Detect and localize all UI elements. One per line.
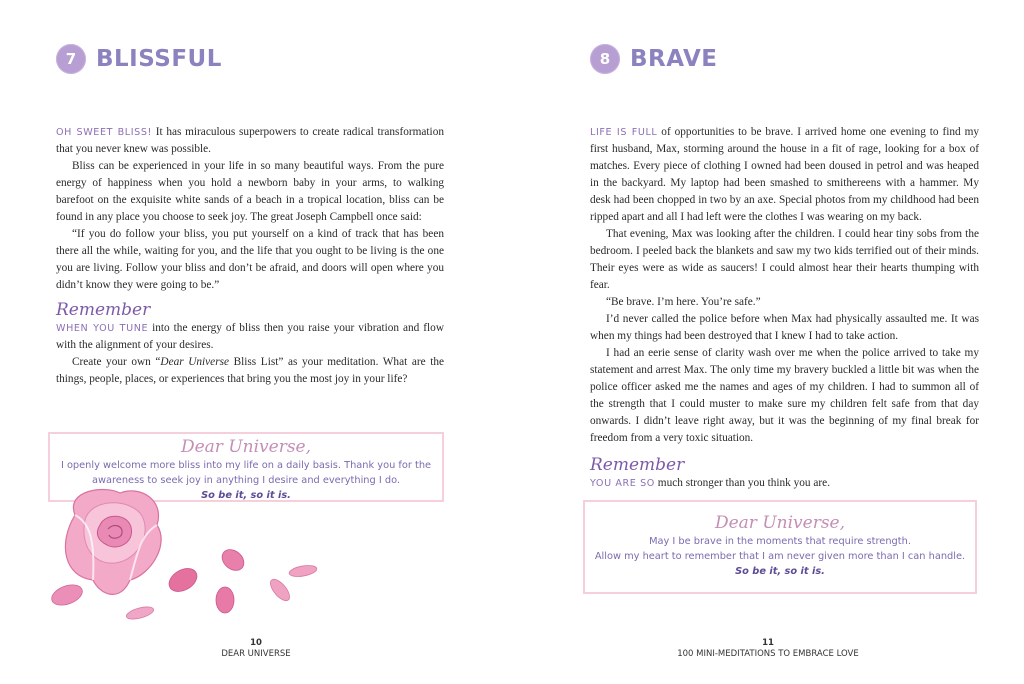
dear-universe-box <box>583 500 977 594</box>
dear-universe-title: Dear Universe, <box>180 437 312 457</box>
quote-paragraph: “If you do follow your bliss, you put yourself on a kind of track that has been there all the while, waiting for you, and the life that you ought to be living is the one you are living. Follow your bliss and don’t be afraid, and doors will open where you didn’t know they were going to be.” <box>56 228 444 291</box>
dear-universe-title: Dear Universe, <box>714 513 846 533</box>
chapter-number-badge: 7 <box>56 44 86 74</box>
remember-heading: Remember <box>590 455 685 475</box>
paragraph: Bliss can be experienced in your life in so many beautiful ways. From the pure energy of happiness when you hold a newborn baby in your arms, to walking barefoot on the exquisite white sands of a beach in a tropical location, bliss can be found in any place you choose to seek joy. The great Joseph Campbell once said: <box>56 160 444 223</box>
running-title: DEAR UNIVERSE <box>221 649 291 659</box>
paragraph: I had an eerie sense of clarity wash over me when the police arrived to take my statement and arrest Max. The only time my bravery buckled a little bit was when the police officer asked me the names and ages of my children. I had to summon all of the strength that I could muster to make sure my children felt safe from that day onwards. I didn’t leave right away, but it was the beginning of my final break for freedom from a very toxic situation. <box>590 347 979 444</box>
chapter-heading <box>590 44 718 74</box>
affirmation-closing: So be it, so it is. <box>735 566 825 577</box>
rose-illustration-icon <box>45 485 335 625</box>
page-number: 11 <box>762 638 774 648</box>
intro-caps: OH SWEET BLISS! <box>56 127 152 138</box>
intro-caps: LIFE IS FULL <box>590 127 658 138</box>
rose-icon <box>65 489 161 594</box>
affirmation-line: May I be brave in the moments that require strength. <box>649 536 911 547</box>
page-number: 10 <box>250 638 262 648</box>
paragraph: I’d never called the police before when Max had physically assaulted me. It was when my things had been destroyed that I knew I had to take action. <box>590 313 979 342</box>
paragraph: That evening, Max was looking after the children. I could hear tiny sobs from the bedroom. I peeled back the blankets and saw my two kids terrified out of their minds. Their eyes were as wide as saucers! I could almost hear their hearts thumping with fear. <box>590 228 979 291</box>
affirmation-line: I openly welcome more bliss into my life on a daily basis. Thank you for the <box>60 460 432 471</box>
page-footer <box>512 638 1024 660</box>
affirmation-closing: So be it, so it is. <box>201 490 291 501</box>
chapter-title: BRAVE <box>630 46 718 72</box>
page-footer <box>0 638 512 660</box>
remember-paragraph: WHEN YOU TUNE into the energy of bliss then you raise your vibration and flow with the alignment of your desires. <box>56 322 444 351</box>
right-page <box>512 0 1024 684</box>
remember-paragraph: YOU ARE SO much stronger than you think you are. <box>590 477 831 489</box>
paragraph: OH SWEET BLISS! It has miraculous superpowers to create radical transformation that you never knew was possible. <box>56 126 444 155</box>
remember-heading: Remember <box>56 300 151 320</box>
chapter-body <box>590 124 979 492</box>
paragraph: LIFE IS FULL of opportunities to be brave. I arrived home one evening to find my first husband, Max, storming around the house in a fit of rage, looking for a box of matches. Every piece of clothing I owned had been doused in petrol and was heaped in the backyard. My laptop had been smashed to smithereens with a hammer. My desk had been chopped in two by an axe. Special photos from my childhood had been ripped apart and all I had left were the clothes I was wearing on my back. <box>590 126 979 223</box>
affirmation-line: Allow my heart to remember that I am never given more than I can handle. <box>594 551 966 562</box>
running-title: 100 MINI-MEDITATIONS TO EMBRACE LOVE <box>677 649 859 659</box>
chapter-body <box>56 124 444 388</box>
chapter-heading <box>56 44 222 74</box>
paragraph: “Be brave. I’m here. You’re safe.” <box>606 296 761 308</box>
chapter-number-badge: 8 <box>590 44 620 74</box>
affirmation-line: awareness to seek joy in anything I desire and everything I do. <box>91 475 401 486</box>
chapter-title: BLISSFUL <box>96 46 222 72</box>
meditation-paragraph: Create your own “Dear Universe Bliss List” as your meditation. What are the things, people, places, or experiences that bring you the most joy in your life? <box>56 356 444 385</box>
